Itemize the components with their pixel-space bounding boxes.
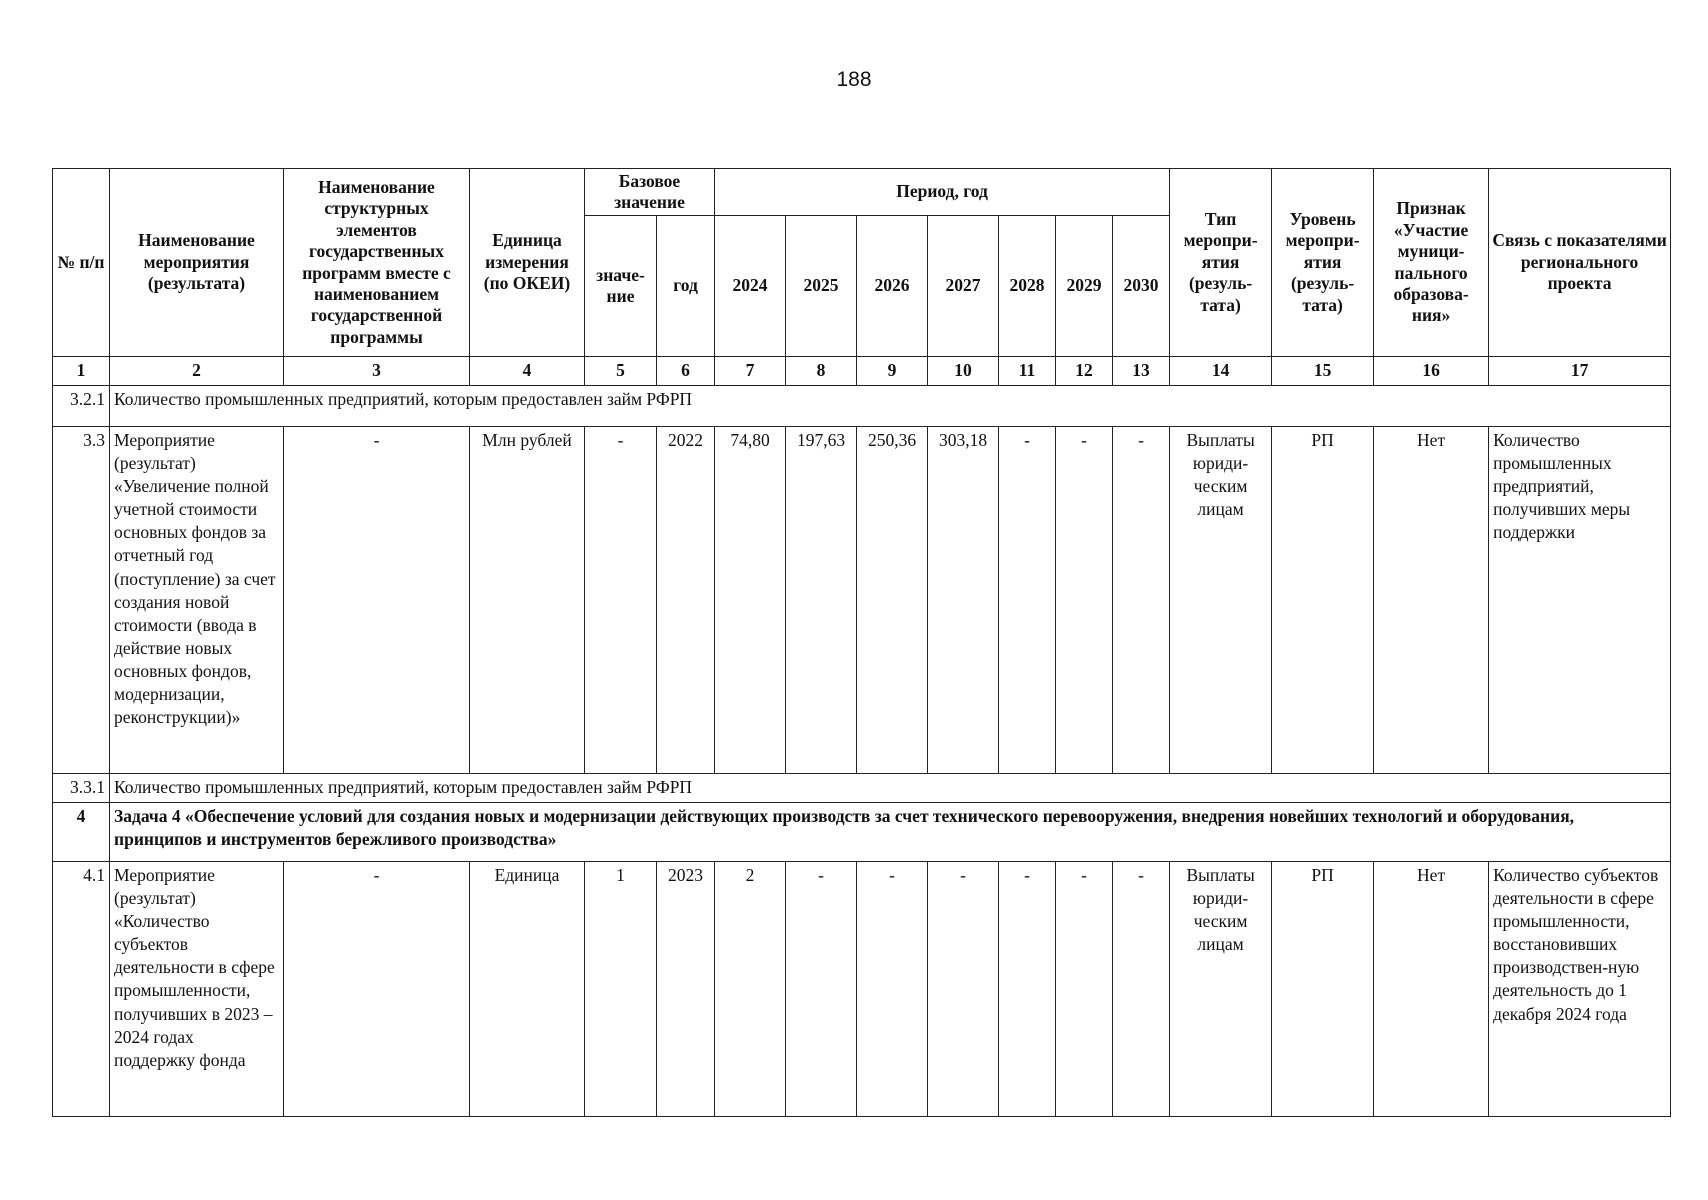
project-link: Количество промышленных предприятий, получивших меры поддержки [1489,427,1671,774]
value-2026: 250,36 [857,427,928,774]
measure-type: Выплаты юриди-ческим лицам [1170,427,1272,774]
column-number: 2 [110,357,284,386]
column-number: 15 [1272,357,1374,386]
header-year-2027: 2027 [928,216,999,357]
value-2025: - [786,862,857,1117]
row-number: 3.2.1 [53,386,110,427]
header-year-2024: 2024 [715,216,786,357]
row-number: 4 [53,803,110,862]
value-2028: - [999,427,1056,774]
value-2025: 197,63 [786,427,857,774]
header-num: № п/п [53,169,110,357]
header-sign: Признак «Участие муници-пального образова-ния» [1374,169,1489,357]
value-2024: 74,80 [715,427,786,774]
header-unit: Единица измерения (по ОКЕИ) [470,169,585,357]
base-value-cell: 1 [585,862,657,1117]
indicator-text: Количество промышленных предприятий, которым предоставлен займ РФРП [110,386,1671,427]
indicators-table [52,168,1671,1117]
indicator-text: Количество промышленных предприятий, которым предоставлен займ РФРП [110,774,1671,803]
value-2029: - [1056,862,1113,1117]
column-number: 1 [53,357,110,386]
table-row [53,774,1671,803]
column-number: 6 [657,357,715,386]
row-number: 3.3.1 [53,774,110,803]
value-2027: - [928,862,999,1117]
header-name: Наименование мероприятия (результата) [110,169,284,357]
value-2030: - [1113,862,1170,1117]
column-number: 13 [1113,357,1170,386]
table-row [53,386,1671,427]
row-number: 4.1 [53,862,110,1117]
header-base-year: год [657,216,715,357]
header-year-2026: 2026 [857,216,928,357]
base-value-cell: - [585,427,657,774]
measure-name: Мероприятие (результат) «Увеличение полной учетной стоимости основных фондов за отчетный год (поступление) за счет создания новой стоимости (ввода в действие новых основных фондов, модернизации, реконструкции)» [110,427,284,774]
column-number: 10 [928,357,999,386]
column-number: 9 [857,357,928,386]
column-numbers-row [53,357,1671,386]
header-year-2030: 2030 [1113,216,1170,357]
value-2029: - [1056,427,1113,774]
header-level: Уровень меропри-ятия (резуль-тата) [1272,169,1374,357]
column-number: 17 [1489,357,1671,386]
base-year-cell: 2022 [657,427,715,774]
task-text: Задача 4 «Обеспечение условий для создания новых и модернизации действующих производств за счет технического перевооружения, внедрения новейших технологий и оборудования, принципов и инструментов бережливого производства» [110,803,1671,862]
unit-cell: Млн рублей [470,427,585,774]
header-link: Связь с показателями регионального проекта [1489,169,1671,357]
column-number: 11 [999,357,1056,386]
measure-name: Мероприятие (результат) «Количество субъектов деятельности в сфере промышленности, получивших в 2023 – 2024 годах поддержку фонда [110,862,284,1117]
project-link: Количество субъектов деятельности в сфере промышленности, восстановивших производствен-ную деятельность до 1 декабря 2024 года [1489,862,1671,1117]
column-number: 8 [786,357,857,386]
value-2028: - [999,862,1056,1117]
header-base-value: значе-ние [585,216,657,357]
header-type: Тип меропри-ятия (резуль-тата) [1170,169,1272,357]
header-row-1 [53,169,1671,216]
header-period: Период, год [715,169,1170,216]
value-2024: 2 [715,862,786,1117]
value-2027: 303,18 [928,427,999,774]
header-year-2025: 2025 [786,216,857,357]
header-structural: Наименование структурных элементов государственных программ вместе с наименованием государственной программы [284,169,470,357]
header-year-2028: 2028 [999,216,1056,357]
measure-level: РП [1272,862,1374,1117]
structural-element: - [284,862,470,1117]
base-year-cell: 2023 [657,862,715,1117]
header-year-2029: 2029 [1056,216,1113,357]
column-number: 12 [1056,357,1113,386]
column-number: 4 [470,357,585,386]
column-number: 14 [1170,357,1272,386]
value-2030: - [1113,427,1170,774]
column-number: 7 [715,357,786,386]
measure-level: РП [1272,427,1374,774]
structural-element: - [284,427,470,774]
municipal-sign: Нет [1374,862,1489,1117]
page-number: 188 [836,68,872,91]
table-row [53,803,1671,862]
column-number: 3 [284,357,470,386]
measure-type: Выплаты юриди-ческим лицам [1170,862,1272,1117]
value-2026: - [857,862,928,1117]
table-row [53,427,1671,774]
municipal-sign: Нет [1374,427,1489,774]
column-number: 16 [1374,357,1489,386]
column-number: 5 [585,357,657,386]
header-base: Базовое значение [585,169,715,216]
row-number: 3.3 [53,427,110,774]
table-row [53,862,1671,1117]
unit-cell: Единица [470,862,585,1117]
